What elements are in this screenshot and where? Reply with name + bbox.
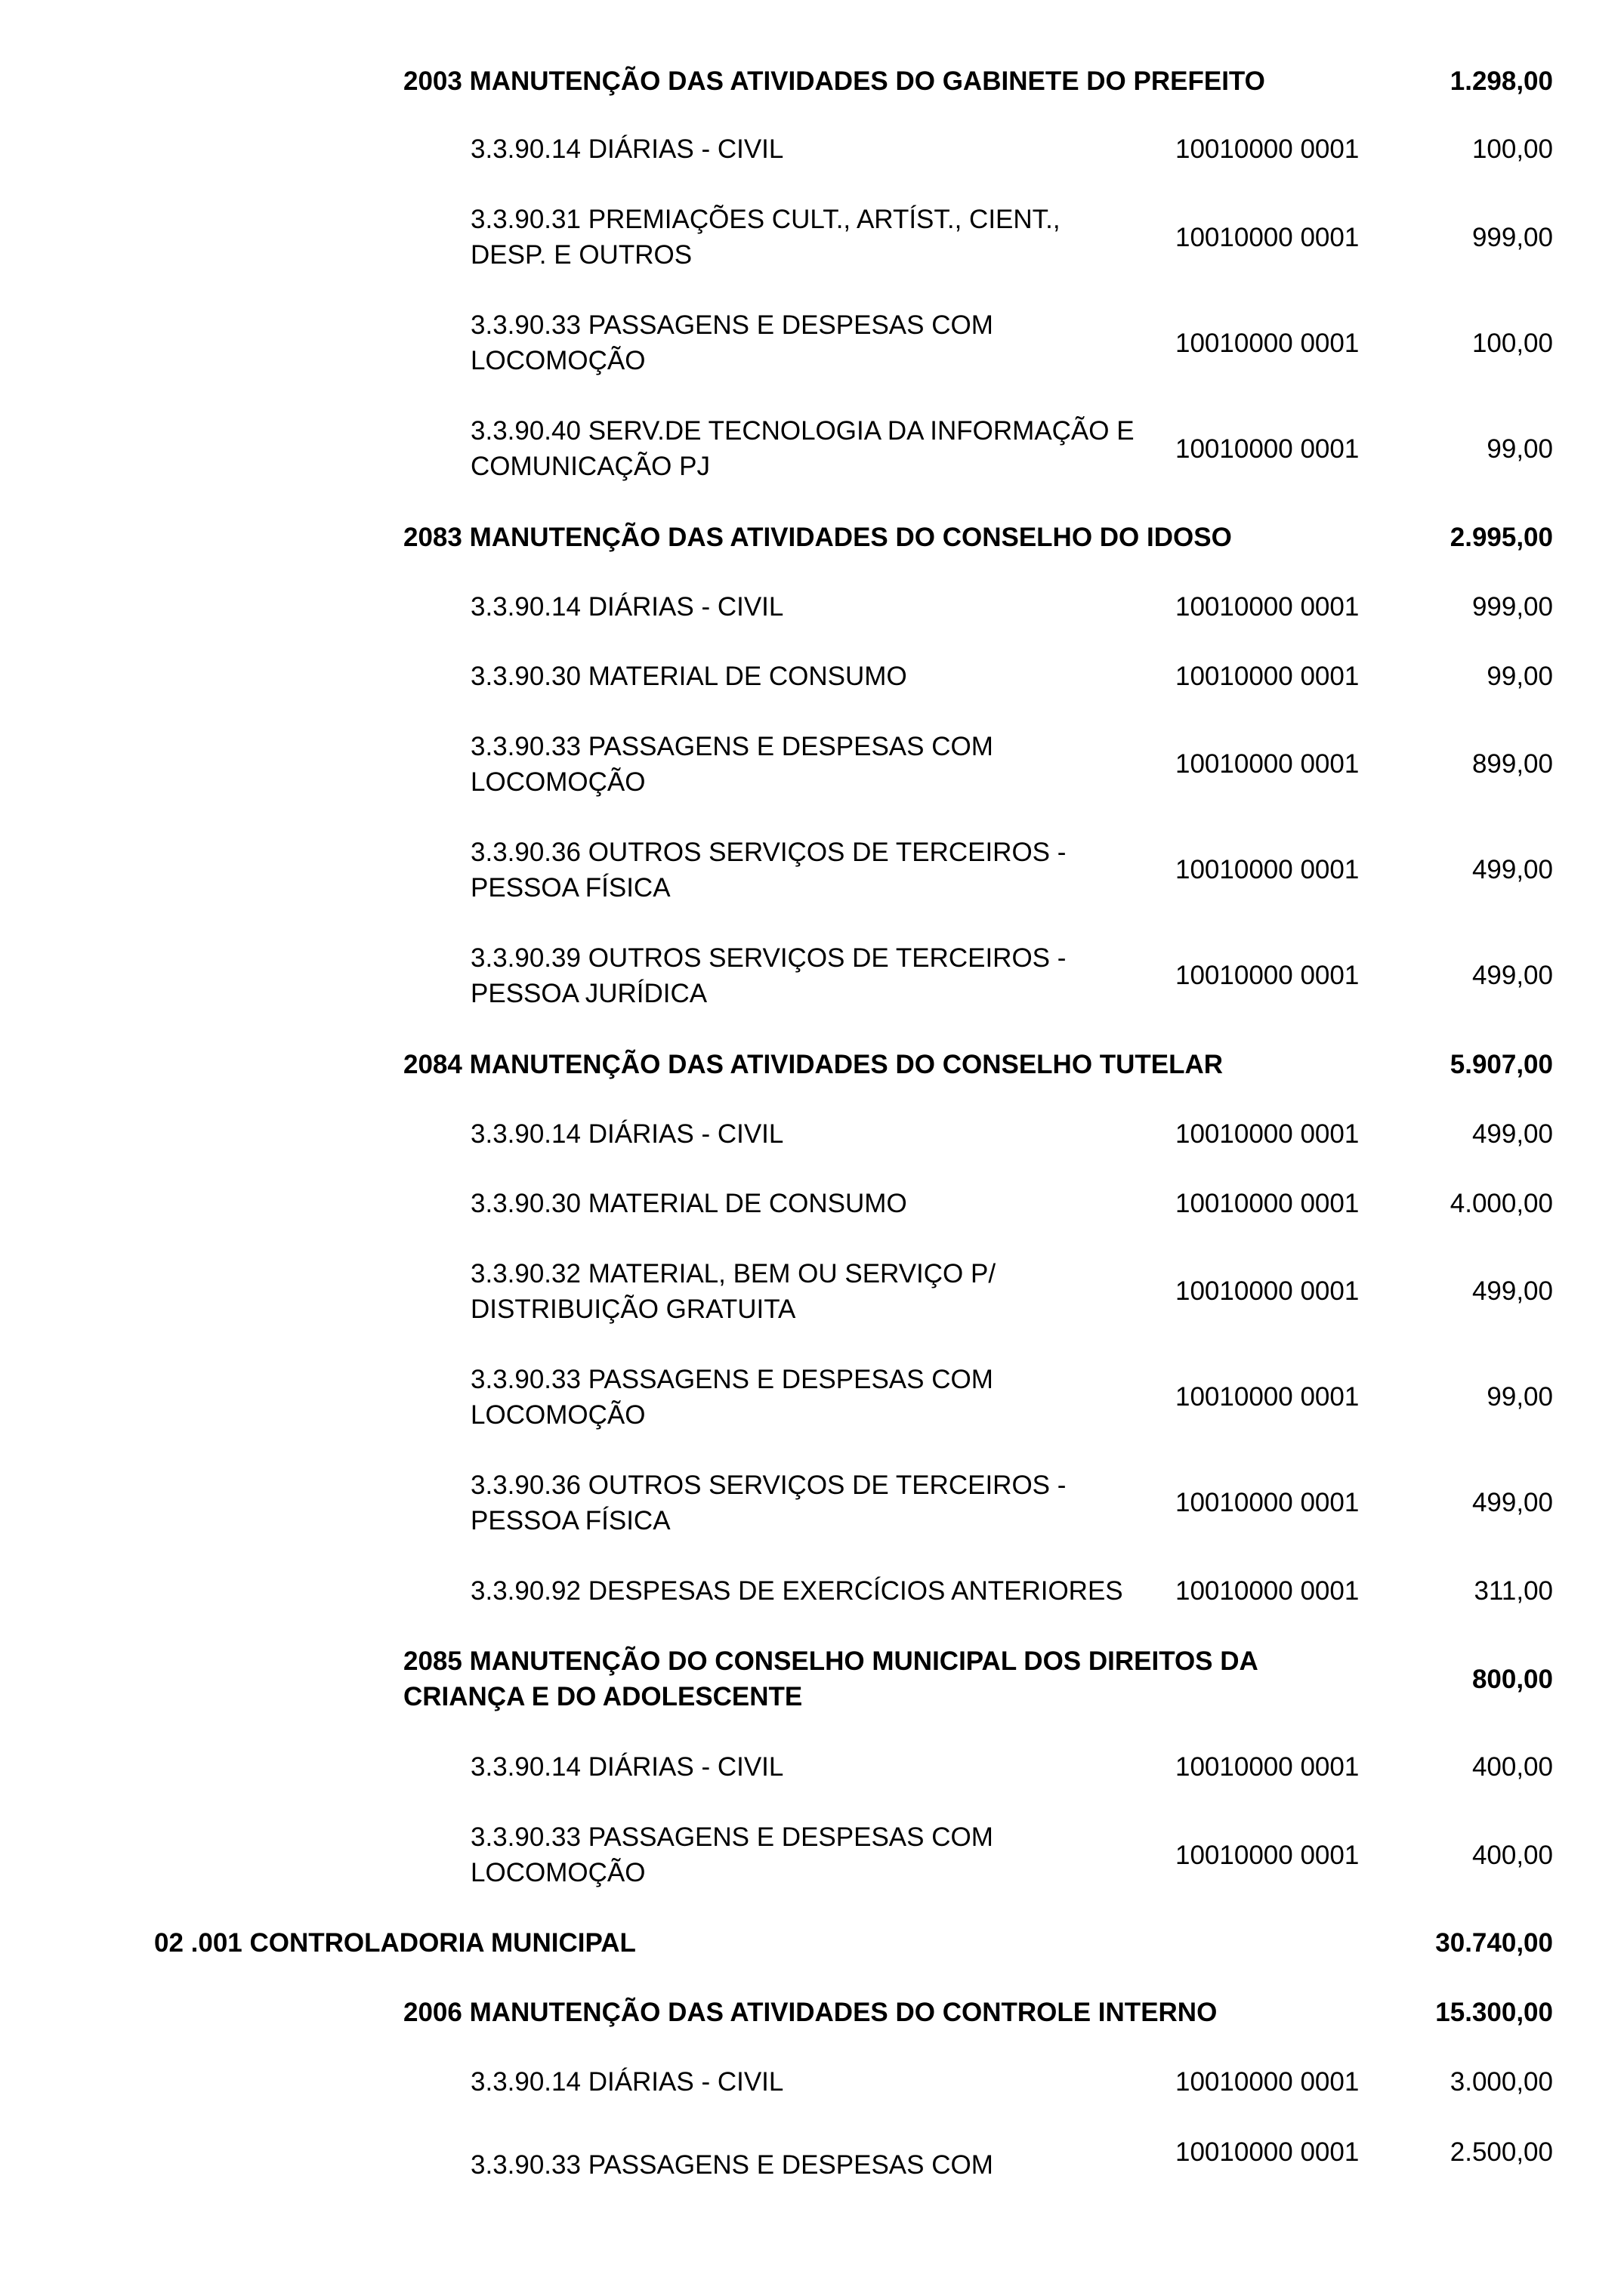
resource-source-code: 10010000 0001: [1175, 662, 1360, 691]
total-amount: 1.298,00: [1450, 66, 1553, 96]
row-description-line: 3.3.90.40 SERV.DE TECNOLOGIA DA INFORMAÇÃO E: [471, 416, 1135, 446]
row-description-line: 3.3.90.36 OUTROS SERVIÇOS DE TERCEIROS -: [471, 838, 1067, 867]
resource-source-code: 10010000 0001: [1175, 855, 1360, 884]
item-amount: 99,00: [1487, 434, 1553, 464]
item-amount: 400,00: [1471, 1841, 1553, 1870]
row-description-line: CRIANÇA E DO ADOLESCENTE: [403, 1682, 803, 1711]
row-description-line: 3.3.90.14 DIÁRIAS - CIVIL: [471, 134, 784, 164]
resource-source-code: 10010000 0001: [1175, 961, 1360, 990]
row-description-line: 3.3.90.33 PASSAGENS E DESPESAS COM: [471, 1822, 993, 1852]
row-description-line: LOCOMOÇÃO: [471, 1400, 646, 1430]
item-amount: 999,00: [1471, 223, 1553, 252]
total-amount: 2.995,00: [1450, 523, 1553, 552]
resource-source-code: 10010000 0001: [1175, 749, 1360, 779]
row-description-line: 3.3.90.39 OUTROS SERVIÇOS DE TERCEIROS -: [471, 943, 1067, 973]
item-amount: 999,00: [1471, 592, 1553, 622]
item-amount: 4.000,00: [1450, 1189, 1553, 1218]
row-description-line: 3.3.90.36 OUTROS SERVIÇOS DE TERCEIROS -: [471, 1470, 1067, 1500]
item-amount: 499,00: [1471, 1488, 1553, 1517]
item-amount: 499,00: [1471, 1119, 1553, 1149]
resource-source-code: 10010000 0001: [1175, 1576, 1360, 1606]
row-description-line: DISTRIBUIÇÃO GRATUITA: [471, 1295, 796, 1324]
item-amount: 100,00: [1471, 329, 1553, 358]
resource-source-code: 10010000 0001: [1175, 1119, 1360, 1149]
resource-source-code: 10010000 0001: [1175, 2137, 1360, 2167]
resource-source-code: 10010000 0001: [1175, 1276, 1360, 1306]
row-description-line: 3.3.90.32 MATERIAL, BEM OU SERVIÇO P/: [471, 1259, 996, 1288]
row-description-line: DESP. E OUTROS: [471, 240, 693, 270]
row-description-line: 2085 MANUTENÇÃO DO CONSELHO MUNICIPAL DOS DIREITOS DA: [403, 1646, 1258, 1676]
resource-source-code: 10010000 0001: [1175, 1189, 1360, 1218]
total-amount: 30.740,00: [1435, 1928, 1553, 1958]
resource-source-code: 10010000 0001: [1175, 1488, 1360, 1517]
resource-source-code: 10010000 0001: [1175, 2067, 1360, 2097]
item-amount: 99,00: [1487, 1382, 1553, 1412]
total-amount: 800,00: [1471, 1665, 1553, 1694]
total-amount: 15.300,00: [1435, 1998, 1553, 2027]
resource-source-code: 10010000 0001: [1175, 134, 1360, 164]
row-description-line: 3.3.90.14 DIÁRIAS - CIVIL: [471, 2067, 784, 2097]
item-amount: 499,00: [1471, 1276, 1553, 1306]
row-description-line: PESSOA FÍSICA: [471, 1506, 671, 1535]
item-amount: 2.500,00: [1450, 2137, 1553, 2167]
row-description-line: 3.3.90.92 DESPESAS DE EXERCÍCIOS ANTERIORES: [471, 1576, 1123, 1606]
resource-source-code: 10010000 0001: [1175, 1841, 1360, 1870]
row-description-line: LOCOMOÇÃO: [471, 1858, 646, 1887]
resource-source-code: 10010000 0001: [1175, 1752, 1360, 1782]
row-description-line: 02 .001 CONTROLADORIA MUNICIPAL: [154, 1928, 636, 1958]
resource-source-code: 10010000 0001: [1175, 434, 1360, 464]
row-description-line: 2083 MANUTENÇÃO DAS ATIVIDADES DO CONSELHO DO IDOSO: [403, 523, 1232, 552]
row-description-line: PESSOA FÍSICA: [471, 873, 671, 903]
resource-source-code: 10010000 0001: [1175, 592, 1360, 622]
row-description-line: 2006 MANUTENÇÃO DAS ATIVIDADES DO CONTROLE INTERNO: [403, 1998, 1218, 2027]
item-amount: 3.000,00: [1450, 2067, 1553, 2097]
item-amount: 499,00: [1471, 855, 1553, 884]
item-amount: 311,00: [1474, 1576, 1553, 1606]
row-description-line: COMUNICAÇÃO PJ: [471, 452, 710, 481]
row-description-line: 2003 MANUTENÇÃO DAS ATIVIDADES DO GABINETE DO PREFEITO: [403, 66, 1265, 96]
row-description-line: 3.3.90.14 DIÁRIAS - CIVIL: [471, 592, 784, 622]
row-description-line: 3.3.90.30 MATERIAL DE CONSUMO: [471, 662, 907, 691]
item-amount: 100,00: [1471, 134, 1553, 164]
row-description-line: LOCOMOÇÃO: [471, 346, 646, 375]
item-amount: 99,00: [1487, 662, 1553, 691]
item-amount: 400,00: [1471, 1752, 1553, 1782]
row-description-line: 3.3.90.30 MATERIAL DE CONSUMO: [471, 1189, 907, 1218]
row-description-line: 3.3.90.33 PASSAGENS E DESPESAS COM: [471, 732, 993, 761]
resource-source-code: 10010000 0001: [1175, 329, 1360, 358]
row-description-line: 2084 MANUTENÇÃO DAS ATIVIDADES DO CONSELHO TUTELAR: [403, 1050, 1224, 1079]
row-description-line: 3.3.90.33 PASSAGENS E DESPESAS COM: [471, 2150, 993, 2180]
item-amount: 899,00: [1471, 749, 1553, 779]
row-description-line: 3.3.90.33 PASSAGENS E DESPESAS COM: [471, 310, 993, 340]
resource-source-code: 10010000 0001: [1175, 223, 1360, 252]
row-description-line: 3.3.90.14 DIÁRIAS - CIVIL: [471, 1752, 784, 1782]
row-description-line: 3.3.90.31 PREMIAÇÕES CULT., ARTÍST., CIENT.,: [471, 205, 1061, 234]
total-amount: 5.907,00: [1450, 1050, 1553, 1079]
resource-source-code: 10010000 0001: [1175, 1382, 1360, 1412]
row-description-line: 3.3.90.33 PASSAGENS E DESPESAS COM: [471, 1365, 993, 1394]
row-description-line: 3.3.90.14 DIÁRIAS - CIVIL: [471, 1119, 784, 1149]
row-description-line: PESSOA JURÍDICA: [471, 979, 708, 1008]
row-description-line: LOCOMOÇÃO: [471, 767, 646, 797]
item-amount: 499,00: [1471, 961, 1553, 990]
